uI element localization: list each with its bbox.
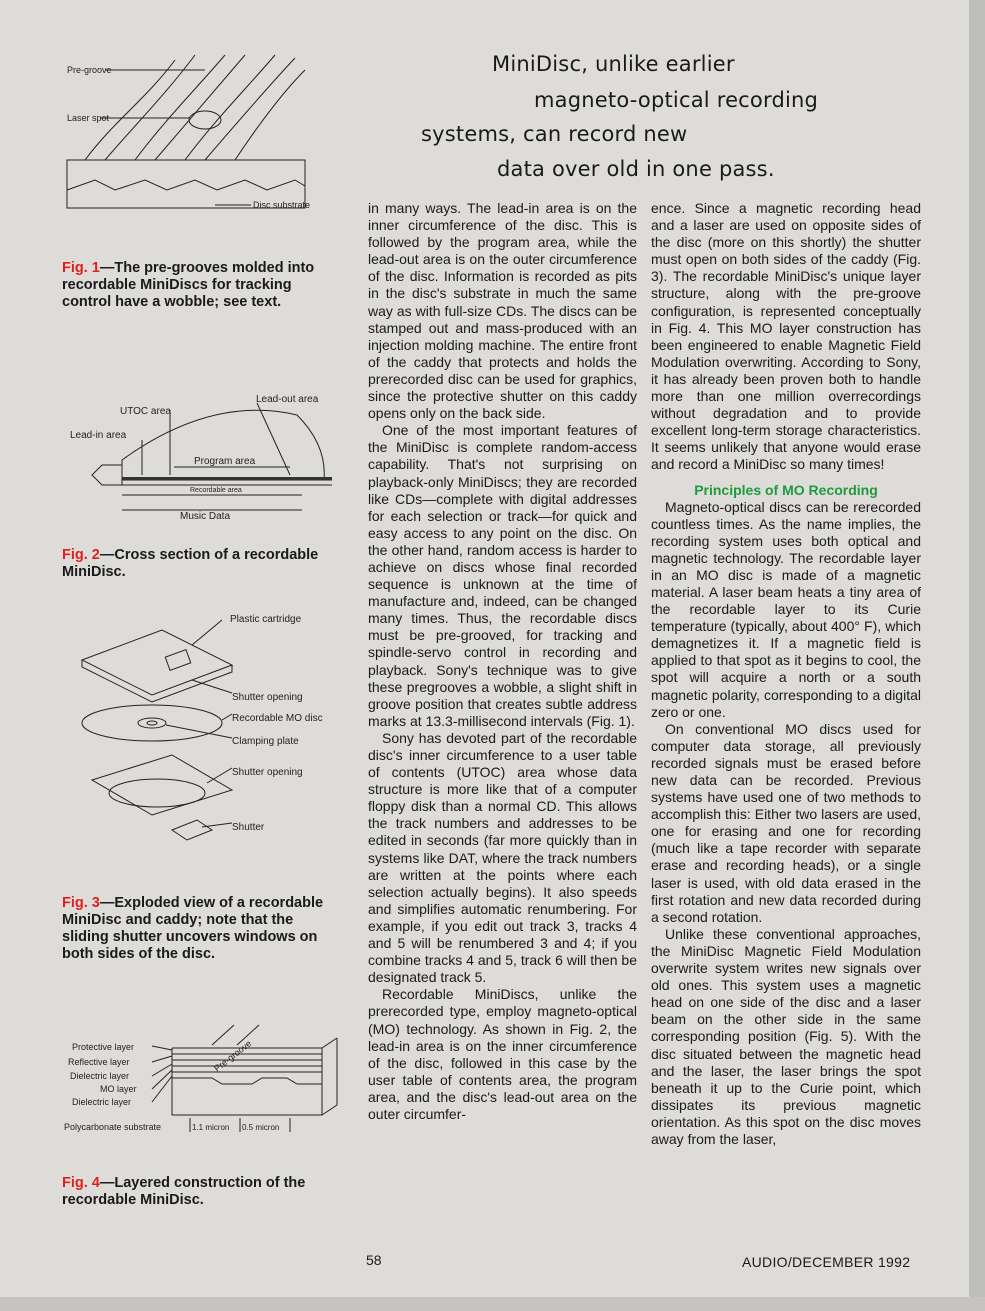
fig3-label-shutter-opening-1: Shutter opening (232, 692, 303, 703)
figure-3-caption (62, 895, 342, 963)
fig1-label-substrate: Disc substrate (253, 200, 311, 210)
col1-paragraph-4: Recordable MiniDiscs, unlike the prerecorded type, employ magneto-optical (MO) technology. As shown in Fig. 2, the lead-in area is on the inner circumference of the disc, followed in this case by the user table of contents area, the program area, and the disc's lead-out area on the outer circumfer- (368, 986, 637, 1122)
fig2-label-utoc: UTOC area (120, 406, 171, 417)
page-number: 58 (366, 1252, 382, 1268)
figure-3-number: Fig. 3 (62, 895, 100, 911)
fig3-label-cartridge: Plastic cartridge (230, 614, 302, 625)
figure-4-caption (62, 1175, 342, 1209)
col2-paragraph-3: On conventional MO discs used for computer data storage, all previously recorded signals must be erased before new data can be recorded. Previous systems have used one of two methods to accomplish this: Either two lasers are used, one for erasing and one for recording (much like a tape recorder with separate erase and recording heads), or a single laser is used, with old data erased in the first rotation and new data recorded during a second rotation. (651, 720, 921, 925)
pullquote-line-1: MiniDisc, unlike earlier (492, 52, 735, 76)
figure-3-diagram (72, 605, 342, 870)
fig1-label-pregroove: Pre-groove (67, 65, 112, 75)
col1-paragraph-3: Sony has devoted part of the recordable disc's inner circumference to a user table of contents (UTOC) area whose data structure is more like that of a computer floppy disk than a normal CD. This allows the track numbers and addresses to be edited in seconds (far more quickly than in systems like DAT, where the track numbers are written at the points where each selection actually begins). It also speeds and simplifies automatic renumbering. For example, if you edit out track 3, tracks 4 and 5 will be renumbered 3 and 4; if you combine tracks 4 and 5, track 6 will then be designated track 5. (368, 729, 637, 986)
col1-paragraph-2: One of the most important features of the MiniDisc is complete random-access capability. That's not surprising on playback-only MiniDiscs; they are recorded like CDs—complete with digital addresses for each selection or track—for quick and easy access to any point on the disc. On the other hand, random access is harder to achieve on discs whose final recorded sequence is unknown at the time of manufacture and, indeed, can be changed many times. Thus, the recordable discs must be pre-grooved, for tracking and spindle-servo control in recording and playback. Sony's technique was to give these pregrooves a wobble, a slight shift in groove position that creates subtle address marks at 13.3-millisecond intervals (Fig. 1). (368, 422, 637, 729)
figure-2-caption (62, 547, 342, 581)
figure-2-caption-text: —Cross section of a recordable MiniDisc. (62, 547, 319, 580)
fig4-label-mo: MO layer (100, 1084, 137, 1094)
col2-paragraph-2: Magneto-optical discs can be rerecorded countless times. As the name implies, the recording system uses both optical and magnetic technology. The recordable layer in an MO disc is made of a magnetic material. A laser beam heats a tiny area of the recordable layer to its Curie temperature (typically, about 400° F), which demagnetizes it. If a magnetic field is applied to that spot as it begins to cool, the spot will acquire a north or a south magnetic polarity, corresponding to a digital zero or one. (651, 498, 921, 720)
body-column-1 (368, 200, 637, 1123)
fig4-label-polycarbonate: Polycarbonate substrate (64, 1122, 162, 1132)
issue-label: AUDIO/DECEMBER 1992 (742, 1254, 911, 1270)
fig4-label-protective: Protective layer (72, 1042, 135, 1052)
fig3-label-shutter: Shutter (232, 822, 265, 833)
fig4-label-pregroove: Pre-groove (212, 1038, 254, 1074)
fig2-label-lead-out: Lead-out area (256, 394, 319, 405)
figure-1-caption (62, 260, 342, 311)
figure-4-diagram (62, 1020, 342, 1140)
fig2-label-recordable: Recordable area (190, 487, 242, 494)
figure-2-number: Fig. 2 (62, 547, 100, 563)
pullquote-line-3: systems, can record new (421, 122, 688, 146)
body-column-2 (651, 200, 921, 1148)
fig3-label-shutter-opening-2: Shutter opening (232, 767, 303, 778)
fig4-label-dielectric-2: Dielectric layer (72, 1097, 132, 1107)
fig4-label-micron-1: 1.1 micron (192, 1123, 230, 1132)
page-edge-shadow (969, 0, 985, 1311)
col2-paragraph-1: ence. Since a magnetic recording head and a laser are used on opposite sides of the disc (more on this shortly) the shutter must open on both sides of the caddy (Fig. 3). The recordable MiniDisc's unique layer structure, along with the pre-groove configuration, is represented conceptually in Fig. 4. This MO layer construction has been engineered to enable Magnetic Field Modulation overwriting. According to Sony, it has already been proven both to handle more than one million overrecordings without degradation and to provide excellent long-term storage characteristics. It seems unlikely that anyone would erase and record a MiniDisc so many times! (651, 200, 921, 473)
pullquote-line-2: magneto-optical recording (534, 88, 819, 112)
figure-1-caption-text: —The pre-grooves molded into recordable MiniDiscs for tracking control have a wobble; see text. (62, 260, 315, 310)
figure-3-caption-text: —Exploded view of a recordable MiniDisc and caddy; note that the sliding shutter uncovers windows on both sides of the disc. (62, 895, 324, 962)
col1-paragraph-1: in many ways. The lead-in area is on the inner circumference of the disc. This is followed by the program area, while the lead-out area is on the outer circumference of the disc. Information is recorded as pits in the disc's substrate in much the same way as with full-size CDs. The discs can be stamped out and mass-produced with an injection molding machine. The entire front of the caddy that protects and holds the prerecorded disc can be used for graphics, since the protective shutter on this caddy opens only on the back side. (368, 200, 637, 422)
figure-4-number: Fig. 4 (62, 1175, 100, 1191)
fig1-label-laser-spot: Laser spot (67, 113, 110, 123)
fig4-label-reflective: Reflective layer (68, 1057, 130, 1067)
section-heading-mo-recording: Principles of MO Recording (694, 481, 878, 498)
page-bottom-edge (0, 1297, 985, 1311)
pregroove-wobble-illustration (55, 40, 325, 225)
pullquote-line-4: data over old in one pass. (497, 157, 775, 181)
fig4-label-dielectric-1: Dielectric layer (70, 1071, 130, 1081)
minidisc-cross-section-illustration (62, 385, 337, 525)
fig2-label-program: Program area (194, 456, 256, 467)
col2-paragraph-4: Unlike these conventional approaches, the MiniDisc Magnetic Field Modulation overwrite system writes new signals over old ones. This system uses a magnetic head on one side of the disc and a laser beam on the other side in the same corresponding position (Fig. 5). With the disc situated between the magnetic head and the laser, the laser brings the spot beneath it up to the Curie point, which dissipates its previous magnetic orientation. As this spot on the disc moves away from the laser, (651, 925, 921, 1147)
fig3-label-clamping: Clamping plate (232, 736, 299, 747)
minidisc-layer-illustration (62, 1020, 342, 1140)
minidisc-exploded-view-illustration (72, 605, 342, 870)
fig4-label-micron-2: 0.5 micron (242, 1123, 280, 1132)
figure-1-diagram (55, 40, 325, 225)
figure-2-diagram (62, 385, 337, 525)
fig2-label-lead-in: Lead-in area (70, 430, 127, 441)
fig3-label-mo-disc: Recordable MO disc (232, 713, 323, 724)
figure-1-number: Fig. 1 (62, 260, 100, 276)
figure-4-caption-text: —Layered construction of the recordable MiniDisc. (62, 1175, 306, 1208)
fig2-label-music: Music Data (180, 511, 231, 522)
